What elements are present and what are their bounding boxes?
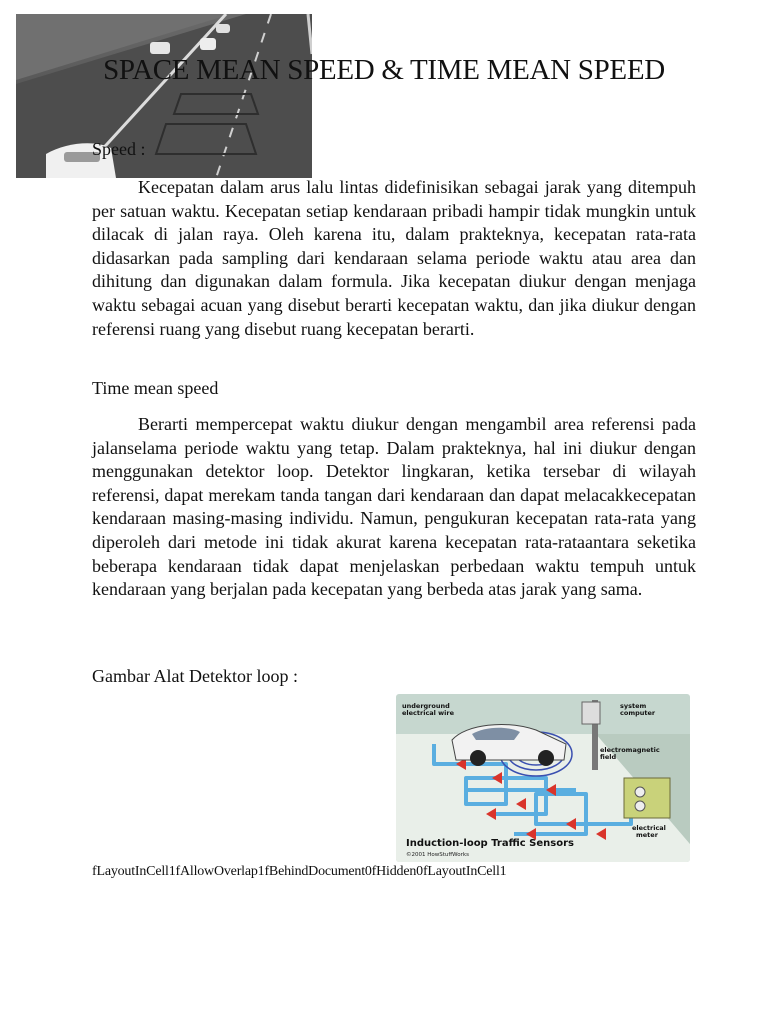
time-mean-speed-paragraph: Berarti mempercepat waktu diukur dengan mengambil area referensi pada jalanselama periode waktu yang tetap. Dalam prakteknya, hal ini diukur dengan menggunakan detektor loop. Detektor lingkaran, ketika tersebar di wilayah referensi, dapat merekam tanda tangan dari kendaraan dan dapat melacakkecepatan kendaraan masing-masing individu. Namun, pengukuran kecepatan rata-rata yang diperoleh dari metode ini tidak akurat karena kecepatan rata-rataantara seketika beberapa kendaraan tidak dapat menjelaskan perbedaan waktu tempuh untuk kendaraan yang berjalan pada kecepatan yang berbeda atas jarak yang sama. [92, 414, 696, 600]
induction-loop-diagram [396, 694, 690, 862]
speed-paragraph: Kecepatan dalam arus lalu lintas didefinisikan sebagai jarak yang ditempuh per satuan waktu. Kecepatan setiap kendaraan pribadi hampir tidak mungkin untuk dilacak di jalan raya. Oleh karena itu, dalam prakteknya, kecepatan rata-rata didasarkan pada sampling dari kendaraan selama periode waktu atau area dan dihitung dan digunakan dalam formula. Jika kecepatan diukur dengan menjaga waktu sebagai acuan yang disebut berarti kecepatan waktu, dan jika diukur dengan referensi ruang yang disebut ruang kecepatan berarti. [92, 177, 696, 339]
label-electromagnetic: electromagnetic [600, 746, 660, 754]
highway-photo-svg [16, 14, 312, 178]
label-system: system [620, 702, 647, 710]
figure-heading: Gambar Alat Detektor loop : [92, 666, 298, 686]
label-meter: meter [636, 831, 658, 839]
label-electrical-wire: electrical wire [402, 709, 455, 717]
label-field: field [600, 753, 617, 761]
diagram-caption: Induction-loop Traffic Sensors [406, 838, 574, 849]
highway-photo [16, 14, 312, 178]
label-underground: underground [402, 702, 450, 710]
page-title: SPACE MEAN SPEED & TIME MEAN SPEED [103, 54, 665, 86]
field-code-text: fLayoutInCell1fAllowOverlap1fBehindDocument0fHidden0fLayoutInCell1 [92, 864, 507, 879]
label-computer: computer [620, 709, 656, 717]
induction-loop-diagram-svg [396, 694, 690, 862]
diagram-copyright: ©2001 HowStuffWorks [406, 852, 469, 858]
time-mean-speed-heading: Time mean speed [92, 378, 219, 398]
speed-heading: Speed : [92, 139, 146, 159]
label-electrical: electrical [632, 824, 666, 832]
